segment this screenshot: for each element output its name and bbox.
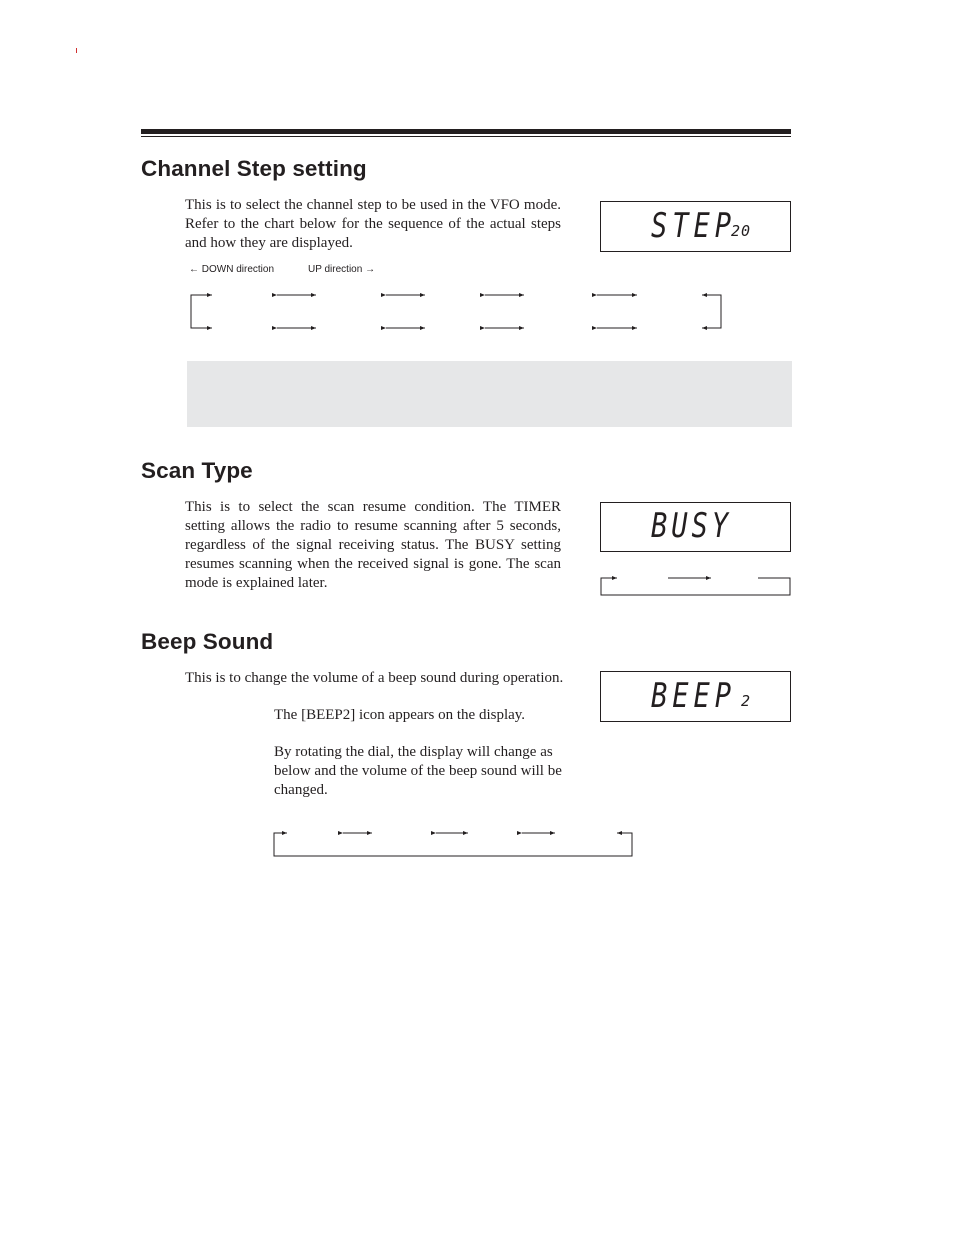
scan-sequence-diagram (601, 578, 790, 595)
lcd-scan-text: BUSY (651, 507, 733, 546)
lcd-beep-display (600, 671, 791, 722)
lcd-beep-value: 2 (741, 692, 752, 710)
lcd-step-text: STEP (651, 207, 737, 246)
step-sequence-diagram (191, 295, 721, 328)
scan-description: This is to select the scan resume condition. The TIMER setting allows the radio to resume scanning after 5 seconds, regardless of the signal receiving status. The BUSY setting resumes scanning when the received signal is gone. The scan mode is explained later. (185, 499, 561, 591)
beep-intro: This is to change the volume of a beep sound during operation. (185, 670, 564, 686)
beep-step-2: By rotating the dial, the display will change as below and the volume of the beep sound will be changed. (274, 744, 562, 798)
section-title-scan: Scan Type (141, 458, 253, 483)
down-direction-label: ← DOWN direction (189, 264, 275, 275)
lcd-beep-text: BEEP (651, 677, 737, 716)
step-description: This is to select the channel step to be used in the VFO mode. Refer to the chart below for the sequence of the actual steps and how they are displayed. (185, 197, 561, 251)
right-arrow-icon: → (365, 264, 376, 275)
lcd-step-value: 20 (731, 222, 752, 240)
beep-sequence-diagram (274, 833, 632, 856)
left-arrow-icon: ← (189, 264, 199, 275)
beep-step-1: The [BEEP2] icon appears on the display. (274, 707, 526, 723)
section-title-beep: Beep Sound (141, 629, 274, 654)
note-box (187, 361, 792, 427)
lcd-scan-display (600, 502, 791, 552)
up-direction-label: UP direction → (308, 264, 376, 275)
section-title-step: Channel Step setting (141, 156, 367, 181)
